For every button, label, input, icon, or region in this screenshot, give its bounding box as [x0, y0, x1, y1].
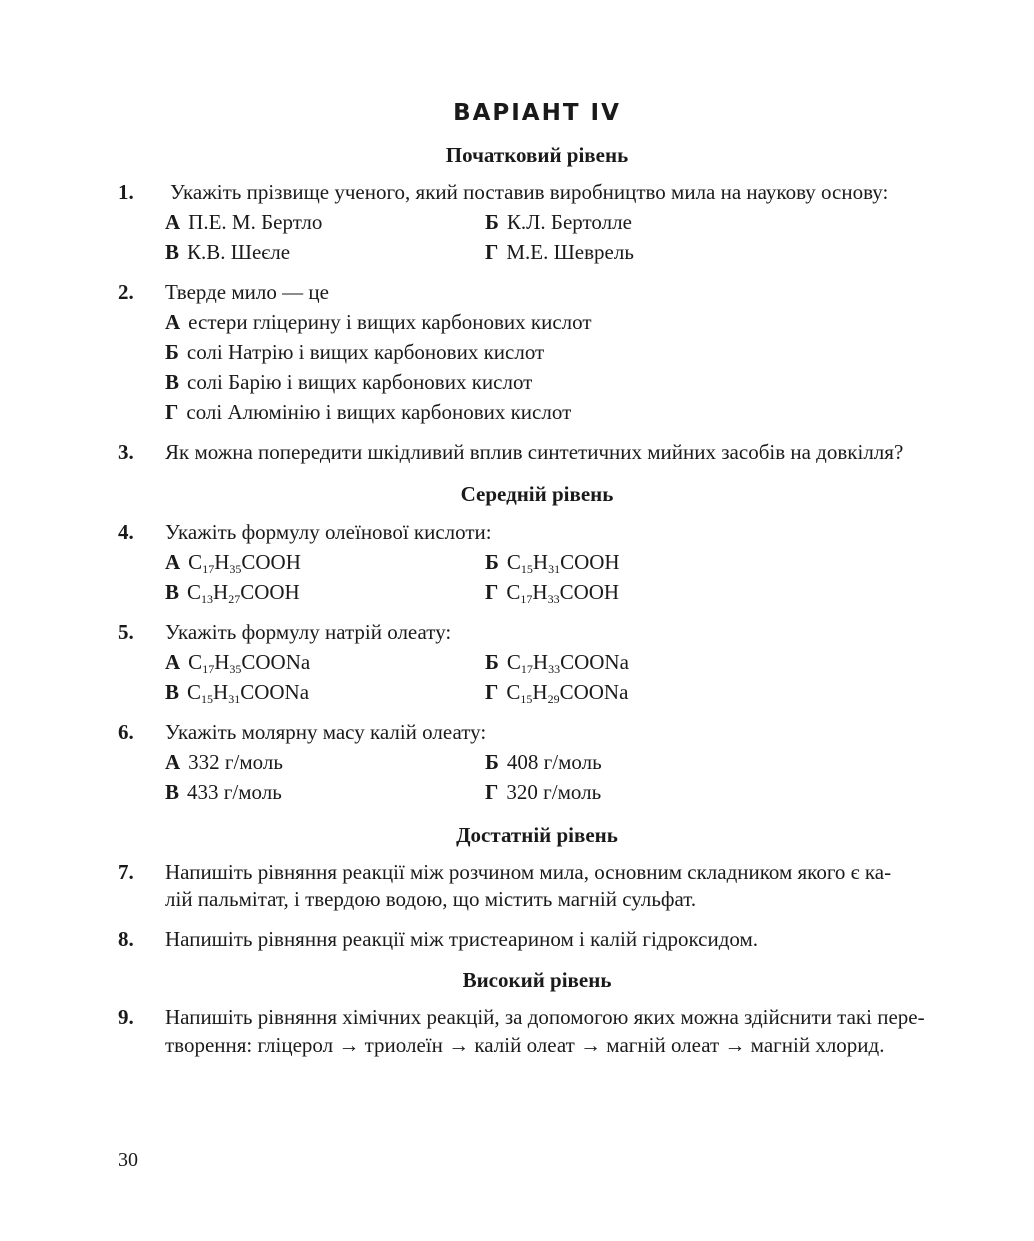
- question-5-option-c: [165, 680, 309, 705]
- option-letter: В: [165, 680, 180, 704]
- option-letter: Б: [485, 210, 499, 234]
- option-letter: В: [165, 780, 180, 804]
- question-6-option-a: [165, 750, 283, 775]
- variant-title: ВАРІАНТ IV: [453, 100, 621, 126]
- formula: $C_{15}H_{29}COONa$: [506, 680, 629, 706]
- level-heading-high: Високий рівень: [462, 968, 612, 992]
- option-letter: Б: [165, 340, 179, 364]
- question-5-option-a: [165, 650, 310, 675]
- option-letter: Г: [485, 580, 499, 604]
- option-letter: Г: [485, 240, 499, 264]
- question-1-option-c: [165, 240, 290, 265]
- question-4-option-b: [485, 550, 620, 575]
- option-letter: В: [165, 240, 180, 264]
- question-2-option-a: [165, 310, 592, 335]
- option-text: 433 г/моль: [187, 780, 282, 804]
- question-7-text-line-1: Напишіть рівняння реакції між розчином мила, основним складником якого є ка-: [165, 860, 892, 884]
- question-2-option-d: [165, 400, 571, 425]
- option-text: солі Алюмінію і вищих карбонових кислот: [186, 400, 572, 424]
- option-text: К.В. Шеєле: [187, 240, 291, 264]
- question-1-option-b: [485, 210, 632, 235]
- formula: $C_{15}H_{31}COONa$: [187, 680, 310, 706]
- question-1-option-a: [165, 210, 322, 235]
- question-8-number: 8.: [118, 927, 134, 951]
- option-letter: Г: [485, 680, 499, 704]
- option-text: 320 г/моль: [506, 780, 602, 804]
- option-text: К.Л. Бертолле: [506, 210, 632, 234]
- question-7-text-line-2: лій пальмітат, і твердою водою, що містить магній сульфат.: [165, 887, 697, 911]
- question-7-number: 7.: [118, 860, 134, 884]
- question-3-number: 3.: [118, 440, 134, 464]
- option-text: П.Е. М. Бертло: [188, 210, 323, 234]
- question-2-text: Тверде мило — це: [165, 280, 329, 304]
- question-2-option-b: [165, 340, 544, 365]
- formula: $C_{17}H_{35}COOH$: [188, 550, 301, 576]
- formula: $C_{17}H_{33}COONa$: [506, 650, 629, 676]
- question-3-text: Як можна попередити шкідливий вплив синтетичних мийних засобів на довкілля?: [165, 440, 904, 464]
- question-1-option-d: [485, 240, 634, 265]
- question-5-option-b: [485, 650, 629, 675]
- level-heading-initial: Початковий рівень: [445, 143, 629, 167]
- option-letter: В: [165, 580, 180, 604]
- question-8-text: Напишіть рівняння реакції між тристеарином і калій гідроксидом.: [165, 927, 759, 951]
- page-number: 30: [118, 1149, 138, 1171]
- option-letter: Б: [485, 550, 499, 574]
- question-4-option-a: [165, 550, 301, 575]
- question-4-text: Укажіть формулу олеїнової кислоти:: [165, 520, 492, 544]
- question-5-number: 5.: [118, 620, 134, 644]
- option-text: 332 г/моль: [188, 750, 283, 774]
- formula: $C_{13}H_{27}COOH$: [187, 580, 300, 606]
- option-letter: А: [165, 650, 181, 674]
- formula: $C_{15}H_{31}COOH$: [506, 550, 620, 576]
- question-5-option-d: [485, 680, 628, 705]
- question-9-number: 9.: [118, 1005, 134, 1029]
- option-text: солі Барію і вищих карбонових кислот: [187, 370, 533, 394]
- question-4-number: 4.: [118, 520, 134, 544]
- question-6-option-b: [485, 750, 602, 775]
- option-letter: А: [165, 550, 181, 574]
- option-letter: Б: [485, 750, 499, 774]
- option-text: естери гліцерину і вищих карбонових кислот: [188, 310, 592, 334]
- option-letter: Г: [165, 400, 179, 424]
- question-6-option-d: [485, 780, 601, 805]
- level-heading-sufficient: Достатній рівень: [456, 823, 618, 847]
- question-9-text-line-1: Напишіть рівняння хімічних реакцій, за допомогою яких можна здійснити такі пере-: [165, 1005, 925, 1029]
- option-letter: А: [165, 750, 181, 774]
- option-text: солі Натрію і вищих карбонових кислот: [186, 340, 545, 364]
- question-9-text-line-2: творення: гліцерол → триолеїн → калій олеат → магній олеат → магній хлорид.: [165, 1033, 885, 1057]
- option-letter: Б: [485, 650, 499, 674]
- question-6-option-c: [165, 780, 282, 805]
- level-heading-medium: Середній рівень: [460, 482, 614, 506]
- question-6-number: 6.: [118, 720, 134, 744]
- question-1-text: Укажіть прізвище ученого, який поставив виробництво мила на наукову основу:: [170, 180, 889, 204]
- question-1-number: 1.: [118, 180, 134, 204]
- question-2-number: 2.: [118, 280, 134, 304]
- option-letter: Г: [485, 780, 499, 804]
- question-6-text: Укажіть молярну масу калій олеату:: [165, 720, 487, 744]
- formula: $C_{17}H_{35}COONa$: [188, 650, 311, 676]
- question-4-option-d: [485, 580, 619, 605]
- option-text: М.Е. Шеврель: [506, 240, 634, 264]
- question-2-option-c: [165, 370, 532, 395]
- question-4-option-c: [165, 580, 300, 605]
- option-letter: А: [165, 210, 181, 234]
- option-letter: В: [165, 370, 180, 394]
- question-5-text: Укажіть формулу натрій олеату:: [165, 620, 452, 644]
- option-letter: А: [165, 310, 181, 334]
- option-text: 408 г/моль: [506, 750, 602, 774]
- formula: $C_{17}H_{33}COOH$: [506, 580, 620, 606]
